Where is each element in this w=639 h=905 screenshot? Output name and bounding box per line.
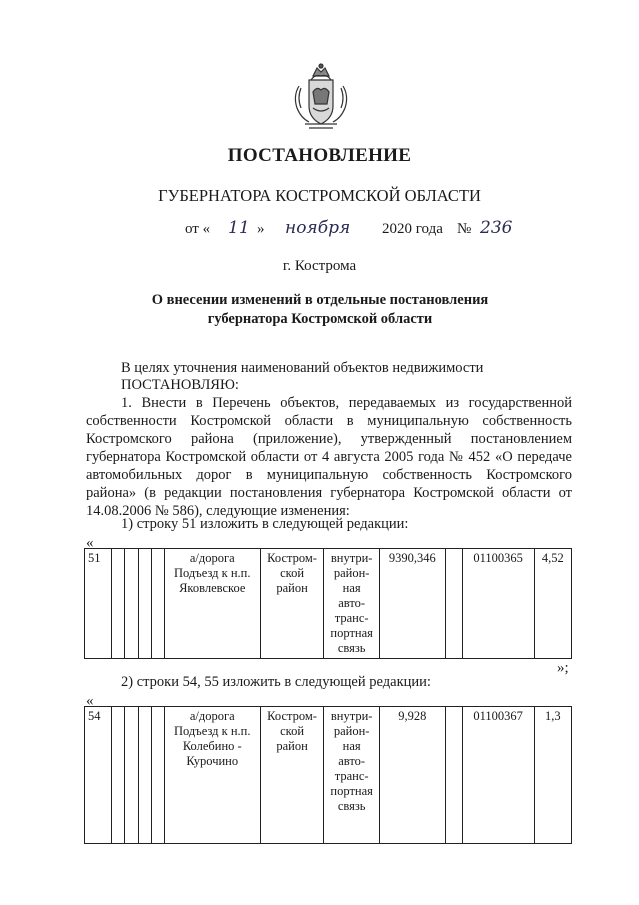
document-title: ПОСТАНОВЛЕНИЕ xyxy=(227,145,412,166)
table-row-54 xyxy=(84,706,572,844)
cell-length: 1,3 xyxy=(534,707,571,844)
cell-code: 01100367 xyxy=(462,707,534,844)
city-name: г. Кострома xyxy=(282,258,357,274)
cell-code: 01100365 xyxy=(462,549,534,659)
cell-owner: Костром- ской район xyxy=(260,707,324,844)
date-year: 2020 года xyxy=(382,221,443,237)
document-number: 236 xyxy=(480,218,513,238)
date-mid: » xyxy=(257,221,265,237)
date-month: ноября xyxy=(285,218,351,238)
cell-purpose: внутри- район- ная авто- транс- портная связь xyxy=(324,549,380,659)
decree-word: ПОСТАНОВЛЯЮ: xyxy=(121,377,239,393)
coat-of-arms-emblem xyxy=(291,62,351,136)
subitem-1-text: 1) строку 51 изложить в следующей редакции: xyxy=(121,516,409,532)
heading-line-2: губернатора Костромской области xyxy=(207,311,433,327)
cell-purpose: внутри- район- ная авто- транс- портная связь xyxy=(324,707,380,844)
close-quote-1: »; xyxy=(557,660,569,676)
cell-number: 51 xyxy=(85,549,112,659)
heading-line-1: О внесении изменений в отдельные постановления xyxy=(151,292,489,308)
document-heading xyxy=(100,291,540,329)
cell-name: а/дорога Подъезд к н.п. Яковлевское xyxy=(164,549,260,659)
cell-owner: Костром- ской район xyxy=(260,549,324,659)
item-1-text: 1. Внести в Перечень объектов, передаваемых из государственной собственности Костромской области в муниципальную собственность Костромского района (приложение), утвержденный постановлением губернатора Костромской области от 4 августа 2005 года № 452 «О передаче автомобильных дорог в муниципальную собственность Костромского района» (в редакции постановления губернатора Костромской области от 14.08.2006 № 586), следующие изменения: xyxy=(86,395,572,519)
cell-length: 4,52 xyxy=(534,549,571,659)
number-label: № xyxy=(457,221,472,237)
document-subtitle: ГУБЕРНАТОРА КОСТРОМСКОЙ ОБЛАСТИ xyxy=(158,186,481,205)
table-row-51 xyxy=(84,548,572,659)
open-quote-2: « xyxy=(86,693,94,709)
date-day: 11 xyxy=(228,218,250,238)
subitem-2-text: 2) строки 54, 55 изложить в следующей редакции: xyxy=(121,674,431,690)
cell-number: 54 xyxy=(85,707,112,844)
date-prefix: от « xyxy=(185,221,211,237)
cell-cost: 9390,346 xyxy=(379,549,445,659)
open-quote-1: « xyxy=(86,535,94,551)
cell-name: а/дорога Подъезд к н.п. Колебино - Курочино xyxy=(164,707,260,844)
cell-cost: 9,928 xyxy=(379,707,445,844)
intro-text: В целях уточнения наименований объектов недвижимости xyxy=(121,360,484,376)
